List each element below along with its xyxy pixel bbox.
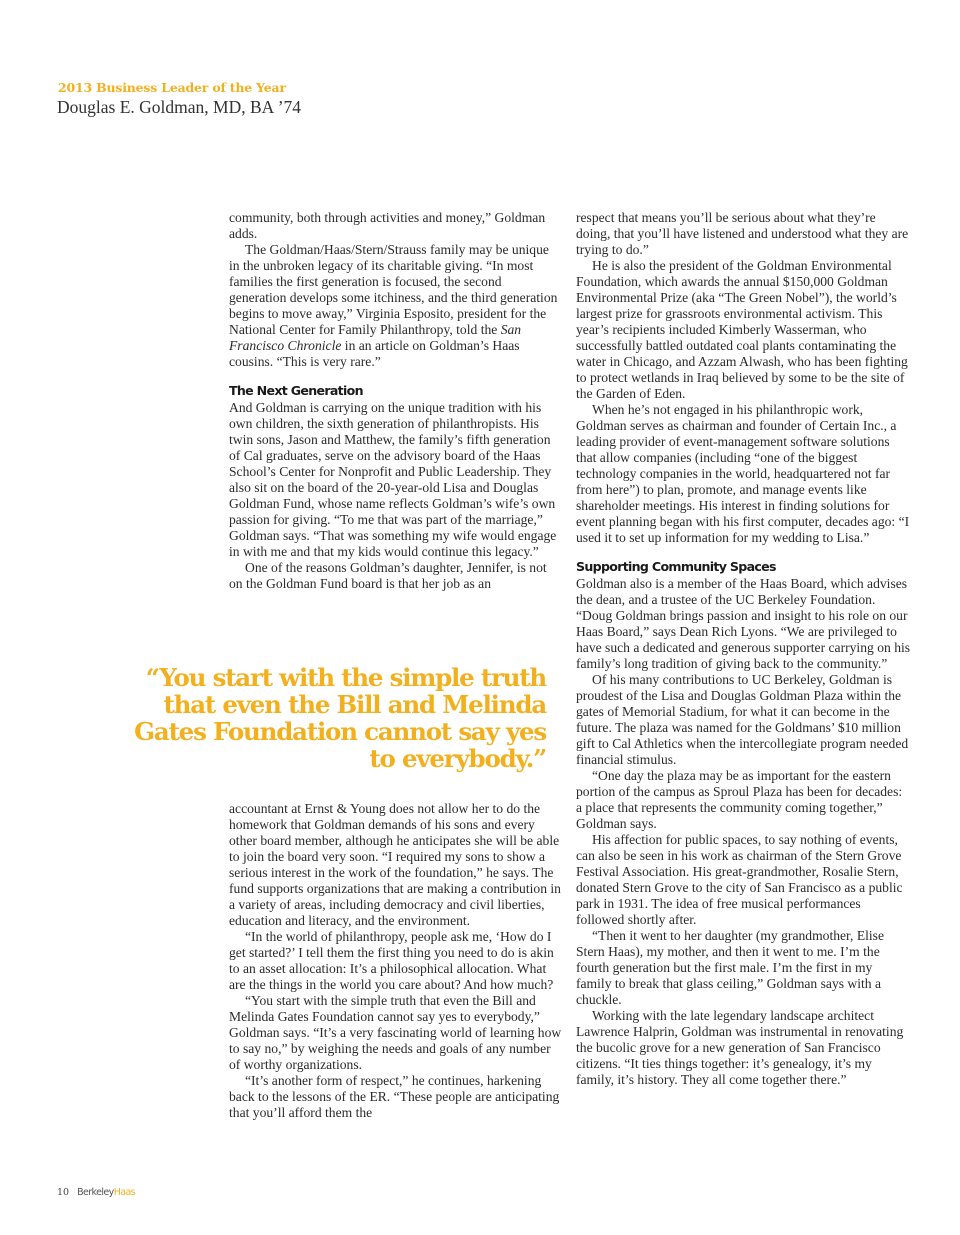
subheading-supporting-community-spaces: Supporting Community Spaces (576, 559, 776, 574)
paragraph: community, both through activities and money,” Goldman adds. (229, 210, 546, 241)
page-number: 10 (57, 1187, 70, 1198)
paragraph: One of the reasons Goldman’s daughter, Jennifer, is not on the Goldman Fund board is that her job as an (229, 560, 547, 591)
page-footer (57, 1187, 135, 1198)
paragraph: When he’s not engaged in his philanthropic work, Goldman serves as chairman and founder of Certain Inc., a leading provider of event-management software solutions that allow companies (including “one of the biggest technology companies in the world, headquartered not far from here”) to plan, promote, and manage events like shareholder meetings. His interest in finding solutions for event planning began with his first computer, decades ago: “I used it to set up information for my wedding to Lisa.” (576, 402, 910, 545)
paragraph: Goldman also is a member of the Haas Board, which advises the dean, and a trustee of the UC Berkeley Foundation. “Doug Goldman brings passion and insight to his role on our Haas Board,” says Dean Rich Lyons. “We are privileged to have such a dedicated and generous supporter carrying on his family’s long tradition of giving back to the community.” (576, 576, 911, 671)
paragraph: And Goldman is carrying on the unique tradition with his own children, the sixth generation of philanthropists. His twin sons, Jason and Matthew, the family’s fifth generation of Cal graduates, serve on the advisory board of the Haas School’s Center for Nonprofit and Public Leadership. They also sit on the board of the 20-year-old Lisa and Douglas Goldman Fund, whose name reflects Goldman’s wife’s own passion for giving. “To me that was part of the marriage,” Goldman says. “That was something my wife would engage in with me and that my kids would continue this legacy.” (229, 400, 557, 559)
berkeley-haas-logo: BerkeleyHaas (77, 1187, 136, 1198)
left-column-bottom (229, 801, 562, 1121)
paragraph: “One day the plaza may be as important for the eastern portion of the campus as Sproul Plaza has been for decades: a place that represents the community coming together,” Goldman says. (576, 768, 903, 831)
paragraph: His affection for public spaces, to say nothing of events, can also be seen in his work as chairman of the Stern Grove Festival Association. His great-grandmother, Rosalie Stern, donated Stern Grove to the city of San Francisco as a public park in 1931. The idea of free musical performances followed shortly after. (576, 832, 903, 927)
pull-quote: “You start with the simple truth that even the Bill and Melinda Gates Foundation cannot say yes to everybody.” (134, 663, 546, 773)
paragraph: “Then it went to her daughter (my grandmother, Elise Stern Haas), my mother, and then it went to me. I’m the fourth generation but the first male. I’m the first in my family to break that glass ceiling,” Goldman says with a chuckle. (576, 928, 885, 1007)
publication-title: San Francisco Chronicle (229, 322, 522, 353)
paragraph: “You start with the simple truth that even the Bill and Melinda Gates Foundation cannot say yes to everybody,” Goldman says. “It’s a very fascinating world of learning how to say no,” by weighing the needs and goals of any number of worthy organizations. (229, 993, 562, 1072)
subheading-next-generation: The Next Generation (229, 383, 363, 398)
left-column-top (229, 210, 559, 592)
honoree-byline: Douglas E. Goldman, MD, BA ’74 (57, 97, 302, 117)
section-kicker: 2013 Business Leader of the Year (58, 80, 286, 95)
paragraph: The Goldman/Haas/Stern/Strauss family may be unique in the unbroken legacy of its charitable giving. “In most families the first generation is focused, the second generation develops some itchiness, and the third generation begins to move away,” Virginia Esposito, president for the National Center for Family Philanthropy, told the San Francisco Chronicle in an article on Goldman’s Haas cousins. “This is very rare.” (229, 242, 558, 369)
paragraph: accountant at Ernst & Young does not allow her to do the homework that Goldman demands of his sons and every other board member, although he anticipates she will be able to join the board very soon. “I required my sons to show a serious interest in the work of the foundation,” he says. The fund supports organizations that are making a contribution in a variety of areas, including democracy and civil liberties, education and literacy, and the environment. (229, 801, 561, 928)
paragraph: respect that means you’ll be serious about what they’re doing, that you’ll have listened and understood what they are trying to do.” (576, 210, 909, 257)
paragraph: Of his many contributions to UC Berkeley, Goldman is proudest of the Lisa and Douglas Goldman Plaza within the gates of Memorial Stadium, for what it can become in the future. The plaza was named for the Goldmans’ $10 million gift to Cal Athletics when the intercollegiate program needed financial stimulus. (576, 672, 909, 767)
paragraph: “It’s another form of respect,” he continues, harkening back to the lessons of the ER. “These people are anticipating that you’ll afford them the (229, 1073, 560, 1120)
paragraph: “In the world of philanthropy, people ask me, ‘How do I get started?’ I tell them the first thing you need to do is akin to an asset allocation: It’s a philosophical allocation. What are the things in the world you care about? And how much? (229, 929, 554, 992)
paragraph: He is also the president of the Goldman Environmental Foundation, which awards the annual $150,000 Goldman Environmental Prize (aka “The Green Nobel”), the world’s largest prize for grassroots environmental activism. This year’s recipients included Kimberly Wasserman, who successfully battled outdated coal plants contaminating the water in Chicago, and Azzam Alwash, who has been fighting to protect wetlands in Iraq believed by some to be the site of the Garden of Eden. (576, 258, 908, 401)
right-column (576, 210, 911, 1088)
paragraph: Working with the late legendary landscape architect Lawrence Halprin, Goldman was instrumental in renovating the bucolic grove for a new generation of San Francisco citizens. “It ties things together: it’s genealogy, it’s my family, it’s history. They all come together there.” (576, 1008, 904, 1087)
